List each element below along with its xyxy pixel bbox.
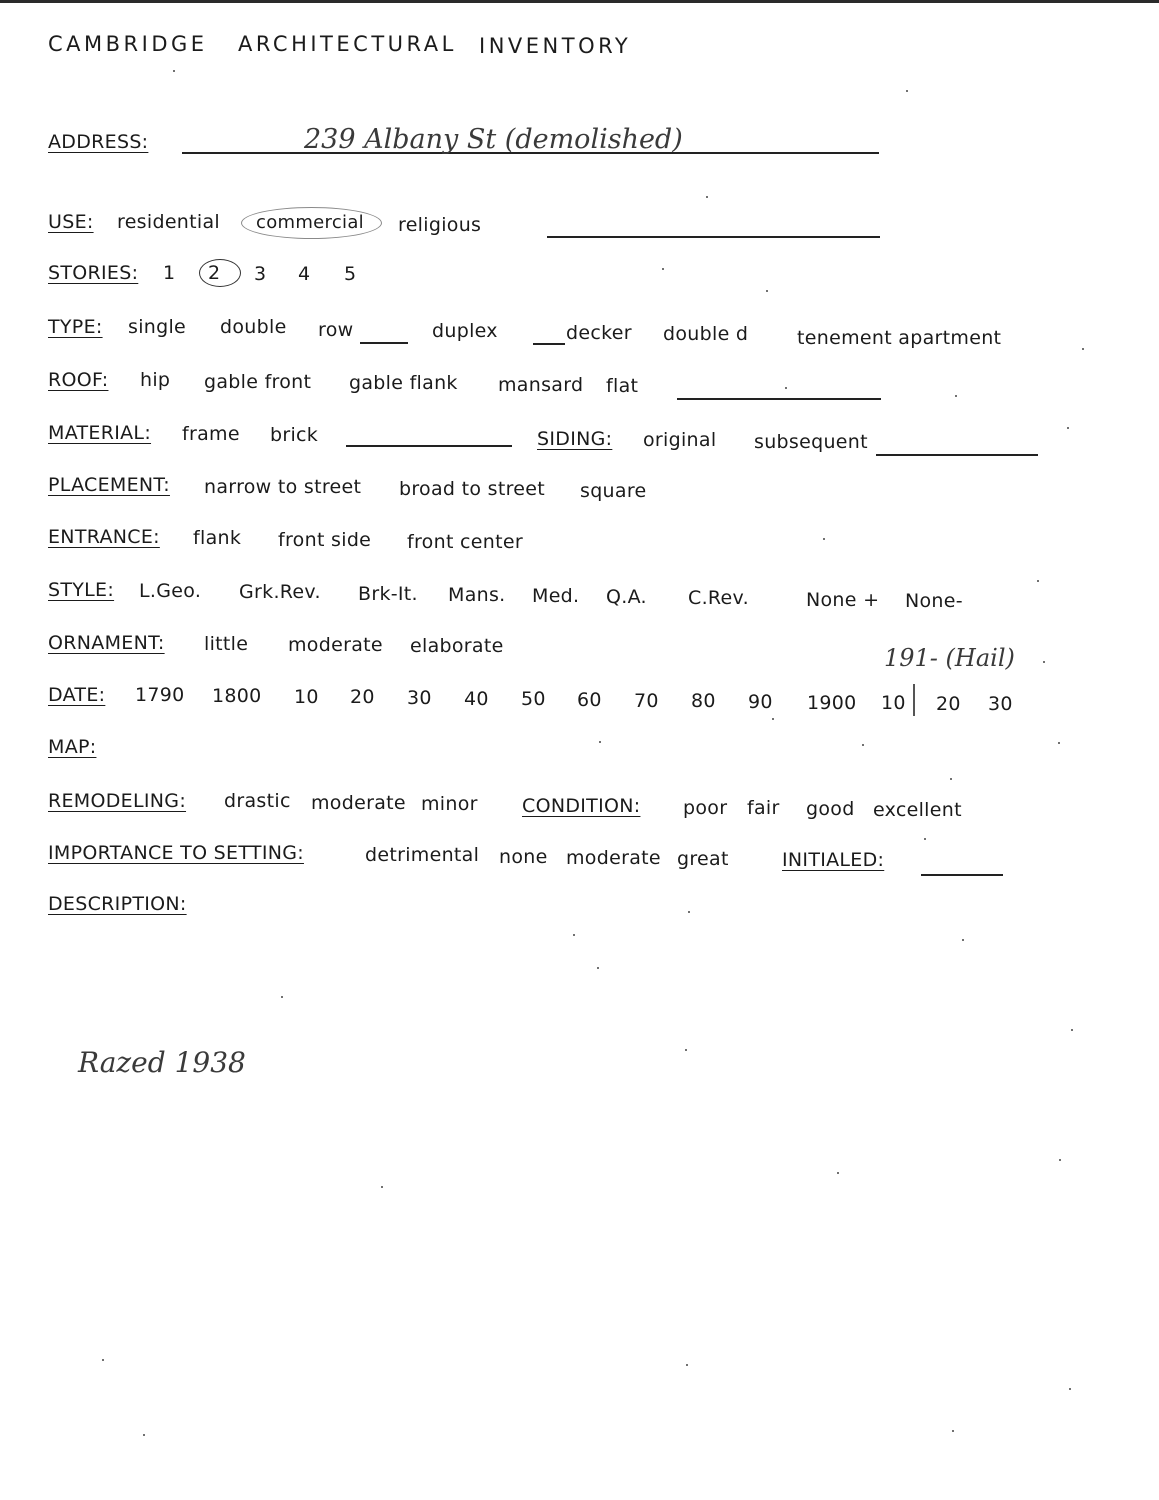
importance-option-none[interactable]: none (499, 846, 548, 868)
map-label: MAP: (48, 736, 97, 758)
date-option-1830[interactable]: 30 (407, 687, 432, 709)
type-option-single[interactable]: single (128, 316, 187, 338)
type-decker-line (533, 343, 565, 345)
date-option-1860[interactable]: 60 (577, 689, 602, 711)
speck (952, 1430, 954, 1432)
style-option-crev[interactable]: C.Rev. (688, 587, 749, 609)
importance-label: IMPORTANCE TO SETTING: (48, 842, 304, 864)
date-option-1810[interactable]: 10 (294, 686, 319, 708)
roof-option-hip[interactable]: hip (140, 369, 171, 391)
speck (785, 387, 787, 389)
date-option-1880[interactable]: 80 (691, 690, 716, 712)
speck (688, 911, 690, 913)
condition-option-fair[interactable]: fair (747, 797, 780, 819)
placement-option-narrow[interactable]: narrow to street (204, 476, 362, 498)
stories-option-4[interactable]: 4 (298, 263, 311, 285)
condition-option-poor[interactable]: poor (683, 797, 728, 819)
style-option-grkrev[interactable]: Grk.Rev. (239, 581, 321, 603)
speck (950, 778, 952, 780)
speck (766, 290, 768, 292)
speck (381, 1186, 383, 1188)
scan-edge (0, 0, 1159, 3)
entrance-label: ENTRANCE: (48, 526, 160, 548)
speck (706, 196, 708, 198)
speck (686, 1364, 688, 1366)
speck (143, 1434, 145, 1436)
style-option-mans[interactable]: Mans. (448, 584, 506, 606)
remodeling-option-moderate[interactable]: moderate (311, 792, 406, 814)
date-mark-line (913, 684, 915, 716)
condition-option-excellent[interactable]: excellent (873, 799, 962, 821)
placement-option-broad[interactable]: broad to street (399, 478, 546, 500)
stories-option-2[interactable]: 2 (208, 262, 221, 284)
ornament-option-little[interactable]: little (204, 633, 249, 655)
stories-label: STORIES: (48, 262, 139, 284)
speck (1058, 742, 1060, 744)
roof-label: ROOF: (48, 369, 109, 391)
remodeling-option-minor[interactable]: minor (421, 793, 478, 815)
title-word-1: CAMBRIDGE (48, 32, 208, 56)
ornament-option-moderate[interactable]: moderate (288, 634, 383, 656)
speck (962, 939, 964, 941)
use-other-line (547, 236, 880, 238)
speck (1037, 580, 1039, 582)
speck (906, 90, 908, 92)
date-option-1820[interactable]: 20 (350, 686, 375, 708)
ornament-label: ORNAMENT: (48, 632, 165, 654)
style-option-none-minus[interactable]: None- (905, 590, 963, 612)
entrance-option-front-side[interactable]: front side (278, 529, 372, 551)
siding-option-original[interactable]: original (643, 429, 717, 451)
address-value[interactable]: 239 Albany St (demolished) (304, 124, 683, 155)
siding-option-subsequent[interactable]: subsequent (754, 431, 868, 453)
style-option-none-plus[interactable]: None + (806, 589, 880, 611)
importance-option-great[interactable]: great (677, 848, 729, 870)
siding-label: SIDING: (537, 428, 613, 450)
speck (1069, 1388, 1071, 1390)
speck (862, 744, 864, 746)
use-label: USE: (48, 211, 94, 233)
speck (102, 1359, 104, 1361)
use-option-commercial[interactable]: commercial (256, 212, 364, 233)
title-word-2: ARCHITECTURAL (238, 32, 457, 56)
speck (772, 718, 774, 720)
title-word-3: INVENTORY (479, 34, 632, 58)
importance-option-moderate[interactable]: moderate (566, 847, 661, 869)
date-option-1930[interactable]: 30 (988, 693, 1013, 715)
material-option-brick[interactable]: brick (270, 424, 319, 446)
date-option-1890[interactable]: 90 (748, 691, 773, 713)
remodeling-option-drastic[interactable]: drastic (224, 790, 291, 812)
use-option-religious[interactable]: religious (398, 214, 482, 236)
date-option-1920[interactable]: 20 (936, 693, 961, 715)
speck (599, 741, 601, 743)
roof-option-gable-flank[interactable]: gable flank (349, 372, 458, 394)
type-label: TYPE: (48, 316, 103, 338)
ornament-option-elaborate[interactable]: elaborate (410, 635, 504, 657)
material-option-frame[interactable]: frame (182, 423, 240, 445)
importance-option-detrimental[interactable]: detrimental (365, 844, 480, 866)
condition-option-good[interactable]: good (806, 798, 855, 820)
entrance-option-flank[interactable]: flank (193, 527, 242, 549)
description-label: DESCRIPTION: (48, 893, 187, 915)
stories-option-1[interactable]: 1 (163, 262, 176, 284)
type-row-line (360, 342, 408, 344)
siding-other-line (876, 454, 1038, 456)
stories-option-3[interactable]: 3 (254, 263, 267, 285)
type-option-double-d[interactable]: double d (663, 323, 749, 345)
date-annotation: 191- (Hail) (884, 644, 1015, 672)
roof-option-mansard[interactable]: mansard (498, 374, 584, 396)
date-option-1850[interactable]: 50 (521, 688, 546, 710)
initialed-line (921, 874, 1003, 876)
stories-option-5[interactable]: 5 (344, 263, 357, 285)
speck (173, 70, 175, 72)
date-option-1840[interactable]: 40 (464, 688, 489, 710)
placement-label: PLACEMENT: (48, 474, 170, 496)
date-label: DATE: (48, 684, 106, 706)
speck (1043, 661, 1045, 663)
style-option-med[interactable]: Med. (532, 585, 580, 607)
use-option-residential[interactable]: residential (117, 211, 221, 233)
remodeling-label: REMODELING: (48, 790, 187, 812)
speck (573, 934, 575, 936)
type-option-row[interactable]: row (318, 319, 354, 341)
condition-label: CONDITION: (522, 795, 641, 817)
speck (924, 838, 926, 840)
description-note: Razed 1938 (78, 1046, 246, 1079)
style-option-qa[interactable]: Q.A. (606, 586, 647, 608)
speck (1082, 348, 1084, 350)
speck (823, 538, 825, 540)
speck (685, 1049, 687, 1051)
speck (1071, 1029, 1073, 1031)
date-option-1900[interactable]: 1900 (807, 692, 857, 714)
type-option-double[interactable]: double (220, 316, 287, 338)
speck (837, 1172, 839, 1174)
material-other-line (346, 445, 512, 447)
speck (1067, 427, 1069, 429)
type-option-tenement[interactable]: tenement apartment (797, 327, 1002, 349)
date-option-1800[interactable]: 1800 (212, 685, 262, 707)
roof-other-line (677, 398, 881, 400)
date-option-1910[interactable]: 10 (881, 692, 906, 714)
type-option-duplex[interactable]: duplex (432, 320, 498, 342)
speck (662, 268, 664, 270)
roof-option-flat[interactable]: flat (606, 375, 639, 397)
speck (597, 967, 599, 969)
initialed-label: INITIALED: (782, 849, 885, 871)
date-option-1870[interactable]: 70 (634, 690, 659, 712)
style-option-brkit[interactable]: Brk-It. (358, 583, 418, 605)
style-label: STYLE: (48, 579, 115, 601)
style-option-lgeo[interactable]: L.Geo. (139, 580, 202, 602)
address-label: ADDRESS: (48, 131, 149, 153)
roof-option-gable-front[interactable]: gable front (204, 371, 312, 393)
speck (281, 996, 283, 998)
date-option-1790[interactable]: 1790 (135, 684, 185, 706)
entrance-option-front-center[interactable]: front center (407, 531, 523, 553)
type-option-decker[interactable]: decker (566, 322, 632, 344)
speck (1059, 1159, 1061, 1161)
placement-option-square[interactable]: square (580, 480, 647, 502)
material-label: MATERIAL: (48, 422, 152, 444)
speck (955, 395, 957, 397)
